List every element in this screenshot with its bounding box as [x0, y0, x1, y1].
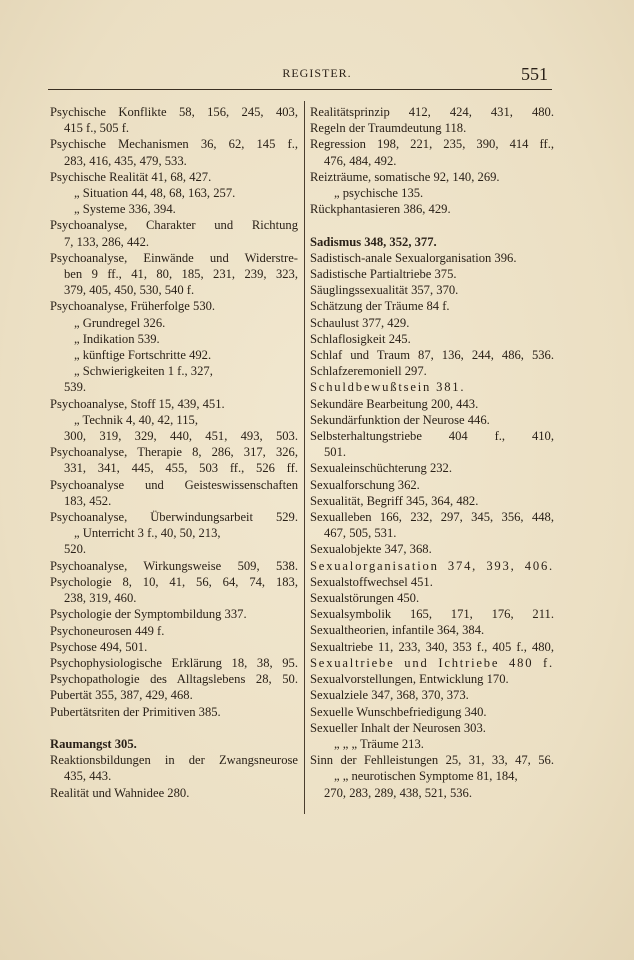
index-entry-line: Sexualtriebe 11, 233, 340, 353 f., 405 f., 480,: [310, 639, 554, 654]
index-entry-line: Reizträume, somatische 92, 140, 269.: [310, 169, 500, 184]
index-entry-line: 467, 505, 531.: [324, 526, 397, 541]
page-number: 551: [521, 64, 548, 84]
index-entry-line: „ Situation 44, 48, 68, 163, 257.: [74, 186, 236, 201]
index-entry-line: „ Schwierigkeiten 1 f., 327,: [74, 364, 213, 379]
index-entry-line: Sexualität, Begriff 345, 364, 482.: [310, 493, 479, 508]
index-entry-line: Selbsterhaltungstriebe 404 f., 410,: [310, 429, 554, 444]
index-entry-line: Sekundäre Bearbeitung 200, 443.: [310, 396, 479, 411]
index-entry-line: 379, 405, 450, 530, 540 f.: [64, 283, 195, 298]
column-divider: [304, 101, 305, 814]
index-entry-line: „ Systeme 336, 394.: [74, 202, 176, 217]
index-entry-line: Sadistisch-anale Sexualorganisation 396.: [310, 250, 517, 265]
index-entry-line: „ Indikation 539.: [74, 331, 160, 346]
index-entry-line: „ Grundregel 326.: [74, 315, 166, 330]
index-entry-line: Psychoanalyse, Stoff 15, 439, 451.: [50, 396, 225, 411]
index-entry-line: Sadismus 348, 352, 377.: [310, 234, 437, 249]
index-entry-line: Psychose 494, 501.: [50, 639, 148, 654]
index-entry-line: „ künftige Fortschritte 492.: [74, 348, 212, 363]
index-entry-line: Psychologie 8, 10, 41, 56, 64, 74, 183,: [50, 574, 298, 589]
index-entry-line: Psychoanalyse, Überwindungsarbeit 529.: [50, 510, 298, 525]
index-entry-line: 501.: [324, 445, 347, 460]
index-entry-line: Sexualtriebe und Ichtriebe 480 f.: [310, 655, 554, 670]
index-entry-line: Psychische Realität 41, 68, 427.: [50, 169, 212, 184]
index-entry-line: Sexueller Inhalt der Neurosen 303.: [310, 720, 486, 735]
index-entry-line: 539.: [64, 380, 87, 395]
index-entry-line: 238, 319, 460.: [64, 591, 137, 606]
index-entry-line: 300, 319, 329, 440, 451, 493, 503.: [64, 429, 298, 444]
index-entry-line: Psychische Mechanismen 36, 62, 145 f.,: [50, 137, 298, 152]
section-gap: [50, 720, 298, 736]
index-entry-line: 520.: [64, 542, 87, 557]
index-entry-line: Schaulust 377, 429.: [310, 315, 410, 330]
index-entry-line: Schlaf und Traum 87, 136, 244, 486, 536.: [310, 348, 554, 363]
index-entry-line: 283, 416, 435, 479, 533.: [64, 153, 187, 168]
index-entry-line: Pubertätsriten der Primitiven 385.: [50, 704, 221, 719]
index-entry-line: Pubertät 355, 387, 429, 468.: [50, 688, 193, 703]
index-entry-line: Psychoanalyse, Therapie 8, 286, 317, 326,: [50, 445, 298, 460]
running-header: REGISTER.: [282, 66, 352, 80]
index-entry-line: Psychologie der Symptombildung 337.: [50, 607, 247, 622]
index-entry-line: Psychoanalyse, Früherfolge 530.: [50, 299, 216, 314]
index-entry-line: Sexualstoffwechsel 451.: [310, 574, 433, 589]
index-entry-line: „ psychische 135.: [334, 186, 424, 201]
index-entry-line: Sexualtheorien, infantile 364, 384.: [310, 623, 485, 638]
index-column-right: [310, 104, 554, 801]
index-entry-line: Psychoanalyse, Einwände und Widerstre-: [50, 250, 298, 265]
index-entry-line: Regeln der Traumdeutung 118.: [310, 121, 467, 136]
index-entry-line: Sexualvorstellungen, Entwicklung 170.: [310, 672, 509, 687]
index-entry-line: Sinn der Fehlleistungen 25, 31, 33, 47, 56.: [310, 753, 554, 768]
index-entry-line: Schätzung der Träume 84 f.: [310, 299, 450, 314]
index-entry-line: 183, 452.: [64, 493, 112, 508]
index-entry-line: Psychische Konflikte 58, 156, 245, 403,: [50, 105, 298, 119]
index-entry-line: Raumangst 305.: [50, 736, 137, 751]
section-gap: [310, 217, 554, 233]
index-entry-line: Sexualstörungen 450.: [310, 591, 420, 606]
index-entry-line: Rückphantasieren 386, 429.: [310, 202, 451, 217]
index-entry-line: Säuglingssexualität 357, 370.: [310, 283, 459, 298]
index-entry-line: ben 9 ff., 41, 80, 185, 231, 239, 323,: [64, 267, 298, 282]
index-entry-line: „ Technik 4, 40, 42, 115,: [74, 412, 198, 427]
index-entry-line: Sexuelle Wunschbefriedigung 340.: [310, 704, 487, 719]
index-entry-line: 415 f., 505 f.: [64, 121, 130, 136]
index-entry-line: „ Unterricht 3 f., 40, 50, 213,: [74, 526, 221, 541]
index-entry-line: Psychoanalyse, Wirkungsweise 509, 538.: [50, 558, 298, 573]
index-entry-line: Psychoanalyse und Geisteswissenschaften: [50, 477, 298, 492]
index-column-left: [50, 104, 298, 801]
index-entry-line: Schuldbewußtsein 381.: [310, 380, 466, 395]
index-entry-line: Sexualeinschüchterung 232.: [310, 461, 452, 476]
index-entry-line: Sexualobjekte 347, 368.: [310, 542, 432, 557]
header-rule: [48, 89, 552, 90]
index-entry-line: Sexualziele 347, 368, 370, 373.: [310, 688, 469, 703]
index-entry-line: Sexualforschung 362.: [310, 477, 420, 492]
index-entry-line: Schlaflosigkeit 245.: [310, 331, 411, 346]
index-entry-line: Psychoneurosen 449 f.: [50, 623, 165, 638]
index-entry-line: Sadistische Partialtriebe 375.: [310, 267, 457, 282]
index-entry-line: Regression 198, 221, 235, 390, 414 ff.,: [310, 137, 554, 152]
index-entry-line: Sexualorganisation 374, 393, 406.: [310, 558, 554, 573]
index-entry-line: Sexualleben 166, 232, 297, 345, 356, 448,: [310, 510, 554, 525]
index-entry-line: Psychoanalyse, Charakter und Richtung: [50, 218, 298, 233]
index-entry-line: Realitätsprinzip 412, 424, 431, 480.: [310, 105, 554, 119]
index-entry-line: Sexualsymbolik 165, 171, 176, 211.: [310, 607, 554, 622]
index-entry-line: Psychophysiologische Erklärung 18, 38, 95.: [50, 655, 298, 670]
index-entry-line: 435, 443.: [64, 769, 112, 784]
index-entry-line: Sekundärfunktion der Neurose 446.: [310, 412, 490, 427]
index-entry-line: Psychopathologie des Alltagslebens 28, 50.: [50, 672, 298, 687]
index-entry-line: 331, 341, 445, 455, 503 ff., 526 ff.: [64, 461, 298, 476]
index-entry-line: „ „ neurotischen Symptome 81, 184,: [334, 769, 518, 784]
index-entry-line: „ „ „ Träume 213.: [334, 736, 424, 751]
index-entry-line: Schlafzeremoniell 297.: [310, 364, 427, 379]
index-entry-line: 7, 133, 286, 442.: [64, 234, 150, 249]
index-entry-line: Reaktionsbildungen in der Zwangsneurose: [50, 753, 298, 768]
index-entry-line: 476, 484, 492.: [324, 153, 397, 168]
index-entry-line: 270, 283, 289, 438, 521, 536.: [324, 785, 472, 800]
index-entry-line: Realität und Wahnidee 280.: [50, 785, 190, 800]
